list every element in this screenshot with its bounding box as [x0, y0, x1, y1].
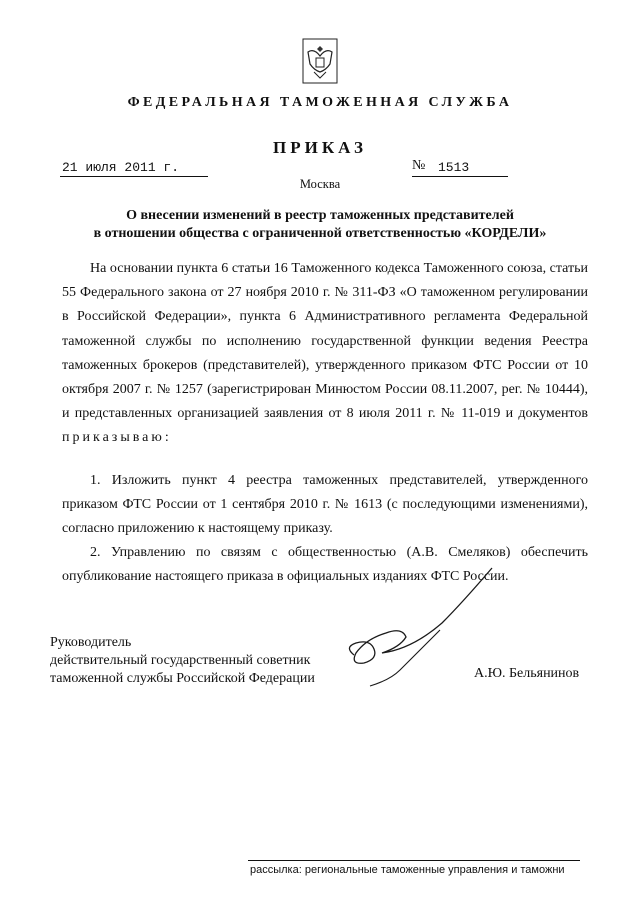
- order-date: 21 июля 2011 г.: [62, 160, 180, 175]
- heading-line-1: О внесении изменений в реестр таможенных представителей: [126, 208, 514, 223]
- order-heading: [60, 207, 580, 243]
- order-item-1: 1. Изложить пункт 4 реестра таможенных представителей, утвержденного приказом ФТС России от 1 сентября 2010 г. № 1613 (с последующими изменениями), согласно приложению к настоящему приказу.: [62, 473, 588, 537]
- footer-divider: [248, 860, 580, 861]
- order-command: приказываю:: [62, 430, 172, 446]
- signatory-line-2: действительный государственный советник: [50, 653, 311, 668]
- distribution-note: рассылка: региональные таможенные управления и таможни: [250, 864, 565, 876]
- signatory-line-3: таможенной службы Российской Федерации: [50, 671, 315, 686]
- preamble-paragraph: [62, 257, 588, 451]
- signatory-line-1: Руководитель: [50, 635, 132, 650]
- signatory-title: [50, 634, 315, 688]
- preamble-text: На основании пункта 6 статьи 16 Таможенного кодекса Таможенного союза, статьи 55 Федерального закона от 27 ноября 2010 г. № 311-ФЗ «О таможенном регулировании в Российской Федерации», пункта 6 Административного регламента Федеральной таможенной службы по исполнению государственной функции ведения Реестра таможенных брокеров (представителей), утвержденного приказом ФТС России от 10 октября 2007 г. № 1257 (зарегистрирован Минюстом России 08.11.2007, рег. № 10444), и представленных организацией заявления от 8 июля 2011 г. № 11-019 и документов: [62, 261, 588, 422]
- order-item-2: 2. Управлению по связям с общественностью (А.В. Смеляков) обеспечить опубликование настоящего приказа в официальных изданиях ФТС России.: [62, 545, 588, 585]
- agency-name: ФЕДЕРАЛЬНАЯ ТАМОЖЕННАЯ СЛУЖБА: [127, 95, 513, 110]
- coat-of-arms-emblem-icon: [302, 38, 338, 84]
- order-number-label: №: [412, 158, 426, 173]
- heading-line-2: в отношении общества с ограниченной ответственностью «КОРДЕЛИ»: [93, 226, 547, 241]
- order-number: 1513: [438, 160, 470, 175]
- document-type: ПРИКАЗ: [273, 138, 367, 157]
- signatory-name: А.Ю. Бельянинов: [474, 666, 580, 681]
- city: Москва: [299, 177, 341, 191]
